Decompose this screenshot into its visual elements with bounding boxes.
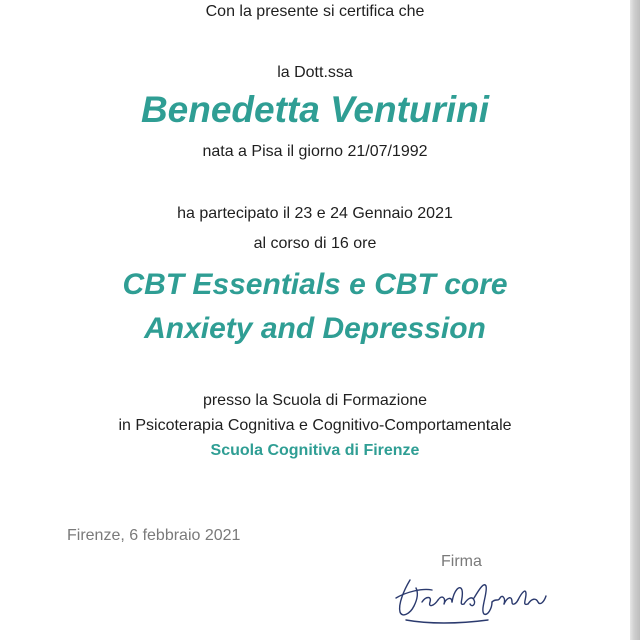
course-title-line-1: CBT Essentials e CBT core <box>122 268 508 301</box>
handwritten-signature <box>388 568 558 628</box>
school-line-2: in Psicoterapia Cognitiva e Cognitivo-Comportamentale <box>118 417 512 434</box>
signature-label: Firma <box>441 553 482 570</box>
page-edge <box>630 0 640 640</box>
school-line-1: presso la Scuola di Formazione <box>202 392 428 409</box>
title-prefix: la Dott.ssa <box>277 64 353 81</box>
birth-info: nata a Pisa il giorno 21/07/1992 <box>202 143 428 160</box>
course-hours: al corso di 16 ore <box>253 235 377 252</box>
course-title-line-2: Anxiety and Depression <box>144 312 486 345</box>
school-name: Scuola Cognitiva di Firenze <box>210 442 420 459</box>
place-date: Firenze, 6 febbraio 2021 <box>67 527 241 544</box>
participation-dates: ha partecipato il 23 e 24 Gennaio 2021 <box>177 205 453 222</box>
certificate-intro: Con la presente si certifica che <box>205 3 425 20</box>
recipient-name: Benedetta Venturini <box>140 89 490 130</box>
